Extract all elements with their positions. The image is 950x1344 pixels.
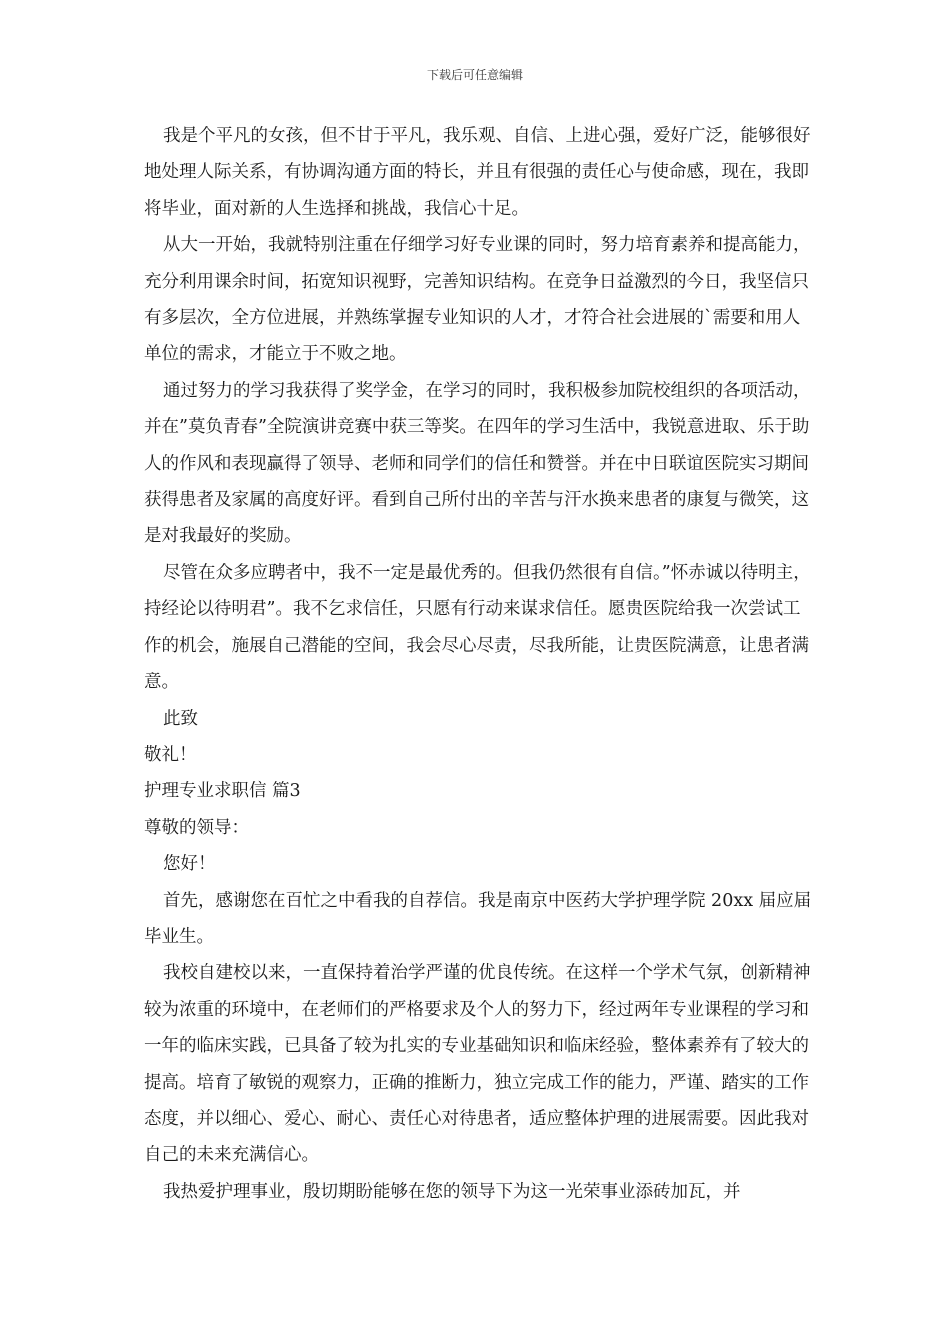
paragraph-school: 我校自建校以来，一直保持着治学严谨的优良传统。在这样一个学术气氛，创新精神较为浓重的环境中，在老师们的严格要求及个人的努力下，经过两年专业课程的学习和一年的临床实践，已具备了较为扎实的专业基础知识和临床经验，整体素养有了较大的提高。培育了敏锐的观察力，正确的推断力，独立完成工作的能力，严谨、踏实的工作态度，并以细心、爱心、耐心、责任心对待患者，适应整体护理的进展需要。因此我对自己的未来充满信心。 (144, 963, 811, 1166)
paragraph-introduction: 首先，感谢您在百忙之中看我的自荐信。我是南京中医药大学护理学院 20xx 届应届毕业生。 (144, 890, 812, 947)
paragraph-achievements: 通过努力的学习我获得了奖学金，在学习的同时，我积极参加院校组织的各项活动，并在”莫负青春”全院演讲竞赛中获三等奖。在四年的学习生活中，我锐意进取、乐于助人的作风和表现赢得了领导、老师和同学们的信任和赞誉。并在中日联谊医院实习期间获得患者及家属的高度好评。看到自己所付出的辛苦与汗水换来患者的康复与微笑，这是对我最好的奖励。 (144, 380, 811, 547)
closing-greeting: 此致 (163, 708, 198, 729)
closing-salute: 敬礼！ (144, 744, 197, 765)
greeting: 您好！ (163, 854, 216, 875)
paragraph-request: 尽管在众多应聘者中，我不一定是最优秀的。但我仍然很有自信。”怀赤诚以待明主，持经论以待明君”。我不乞求信任，只愿有行动来谋求信任。愿贵医院给我一次尝试工作的机会，施展自己潜能的空间，我会尽心尽责，尽我所能，让贵医院满意，让患者满意。 (144, 562, 811, 693)
paragraph-study: 从大一开始，我就特别注重在仔细学习好专业课的同时，努力培育素养和提高能力，充分利用课余时间，拓宽知识视野，完善知识结构。在竞争日益激烈的今日，我坚信只有多层次，全方位进展，并熟练掌握专业知识的人才，才符合社会进展的`需要和用人单位的需求，才能立于不败之地。 (144, 235, 811, 365)
document-body (144, 118, 816, 1210)
salutation: 尊敬的领导： (144, 817, 249, 838)
page-header: 下载后可任意编辑 (426, 68, 523, 82)
paragraph-intro: 我是个平凡的女孩，但不甘于平凡，我乐观、自信、上进心强，爱好广泛，能够很好地处理人际关系，有协调沟通方面的特长，并且有很强的责任心与使命感，现在，我即将毕业，面对新的人生选择和挑战，我信心十足。 (144, 126, 811, 219)
section-title: 护理专业求职信 篇3 (144, 781, 301, 802)
paragraph-aspiration: 我热爱护理事业，殷切期盼能够在您的领导下为这一光荣事业添砖加瓦，并 (163, 1181, 741, 1202)
